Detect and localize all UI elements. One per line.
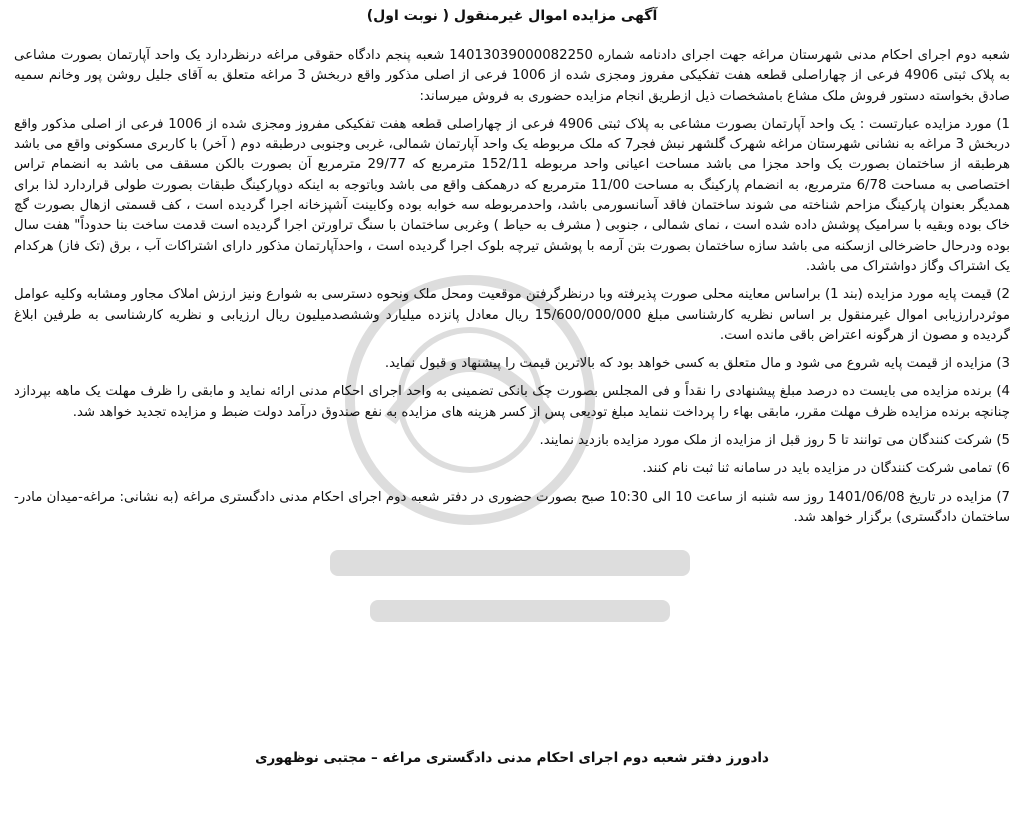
item-4: 4) برنده مزایده می بایست ده درصد مبلغ پیشنهادی را نقداً و فی المجلس بصورت چک بانکی تضمینی به واحد اجرای احکام مدنی ارائه نماید و مابقی را ظرف مهلت یک ماهه بپردازد چنانچه برنده مزایده ظرف مهلت مقرر، مابقی بهاء را پرداخت ننماید مبلغ تودیعی پس از کسر هزینه های مزایده به نفع صندوق درآمد دولت ضبط و مزایده تجدید خواهد شد. bbox=[14, 384, 1010, 420]
item-3: 3) مزایده از قیمت پایه شروع می شود و مال متعلق به کسی خواهد بود که بالاترین قیمت را پیشنهاد و قبول نماید. bbox=[384, 356, 1010, 372]
item-1: 1) مورد مزایده عبارتست : یک واحد آپارتمان بصورت مشاعی به پلاک ثبتی 4906 فرعی از چهاراصلی قطعه هفت تفکیکی مفروز ومجزی شده از 1006 فرعی از اصلی مذکور واقع دربخش 3 مراغه به نشانی شهرستان مراغه شهرک گلشهر نبش فجر7 که ملک مربوطه یک واحد آپارتمان شمالی، غربی وجنوبی درطبقه دوم ( آخر) با کاربری مسکونی واقع می باشد هرطبقه از ساختمان بصورت یک واحد مجزا می باشد مساحت اعیانی واحد مربوطه 152/11 مترمربع که 29/77 مترمربع آن بصورت بالکن مسقف می باشد به انضمام تراس اختصاصی به مساحت 6/78 مترمربع، به انضمام پارکینگ به مساحت 11/00 مترمربع که درهمکف واقع می باشد وباتوجه به اینکه دوپارکینگ طبقات بصورت طولی قراردارد لذا برای همدیگر بعنوان پارکینگ مزاحم شناخته می شوند ساختمان فاقد آسانسورمی باشد، واحدمربوطه سه خوابه بوده وکابینت آشپزخانه اجرا گردیده است ، کف قسمتی ازهال بصورت گچ خاک بوده وبقیه با سرامیک پوشش داده شده است ، نمای شمالی ، جنوبی ( مشرف به حیاط ) وغربی ساختمان با سنگ تراورتن اجرا گردیده است قدمت ساخت بنا حدوداً" هفت سال بوده ودرحال حاضرخالی ازسکنه می باشد سازه ساختمان بصورت بتن آرمه با پوشش تیرچه بلوک اجرا گردیده است ، واحدآپارتمان مذکور دارای اشتراکات آب ، برق (تک فاز) هرکدام یک اشتراک وگاز دواشتراک می باشد. bbox=[14, 116, 1011, 274]
signature-line: دادورز دفتر شعبه دوم اجرای احکام مدنی دادگستری مراغه – مجتبی نوظهوری bbox=[255, 750, 769, 766]
notice-title: آگهی مزایده اموال غیرمنقول ( نوبت اول) bbox=[366, 8, 658, 24]
item-5: 5) شرکت کنندگان می توانند تا 5 روز قبل از مزایده از ملک مورد مزایده بازدید نمایند. bbox=[539, 433, 1010, 449]
item-6: 6) تمامی شرکت کنندگان در مزایده باید در سامانه ثنا ثبت نام کنند. bbox=[642, 461, 1010, 477]
notice-body bbox=[14, 46, 1010, 536]
item-2: 2) قیمت پایه مورد مزایده (بند 1) براساس معاینه محلی صورت پذیرفته وبا درنظرگرفتن موقعیت ومحل ملک ونحوه دسترسی به شوارع ونیز ارزش املاک مجاور ومشابه وکلیه عوامل موثردرارزیابی اموال غیرمنقول بر اساس نظریه کارشناسی مبلغ 15/600/000/000 ریال معادل پانزده میلیارد وششصدمیلیون ریال ارزیابی و نظریه کارشناسی به طرفین ابلاغ گردیده و مصون از هرگونه اعتراض باقی مانده است. bbox=[14, 287, 1010, 343]
item-7: 7) مزایده در تاریخ 1401/06/08 روز سه شنبه از ساعت 10 الی 10:30 صبح بصورت حضوری در دفتر شعبه دوم اجرای احکام مدنی دادگستری مراغه (به نشانی: مراغه-میدان مادر-ساختمان دادگستری) برگزار خواهد شد. bbox=[14, 489, 1010, 525]
intro-paragraph: شعبه دوم اجرای احکام مدنی شهرستان مراغه جهت اجرای دادنامه شماره 14013039000082250 شعبه پنجم دادگاه حقوقی مراغه درنظردارد یک واحد آپارتمان بصورت مشاعی به پلاک ثبتی 4906 فرعی از چهاراصلی قطعه هفت تفکیکی مفروز ومجزی شده از 1006 فرعی از اصلی مذکور واقع دربخش 3 مراغه متعلق به آقای جلیل روشن پور وخانم سمیه صادق بخواسته دستور فروش ملک مشاع بامشخصات ذیل ازطریق انجام مزایده حضوری به فروش میرساند: bbox=[14, 48, 1011, 104]
